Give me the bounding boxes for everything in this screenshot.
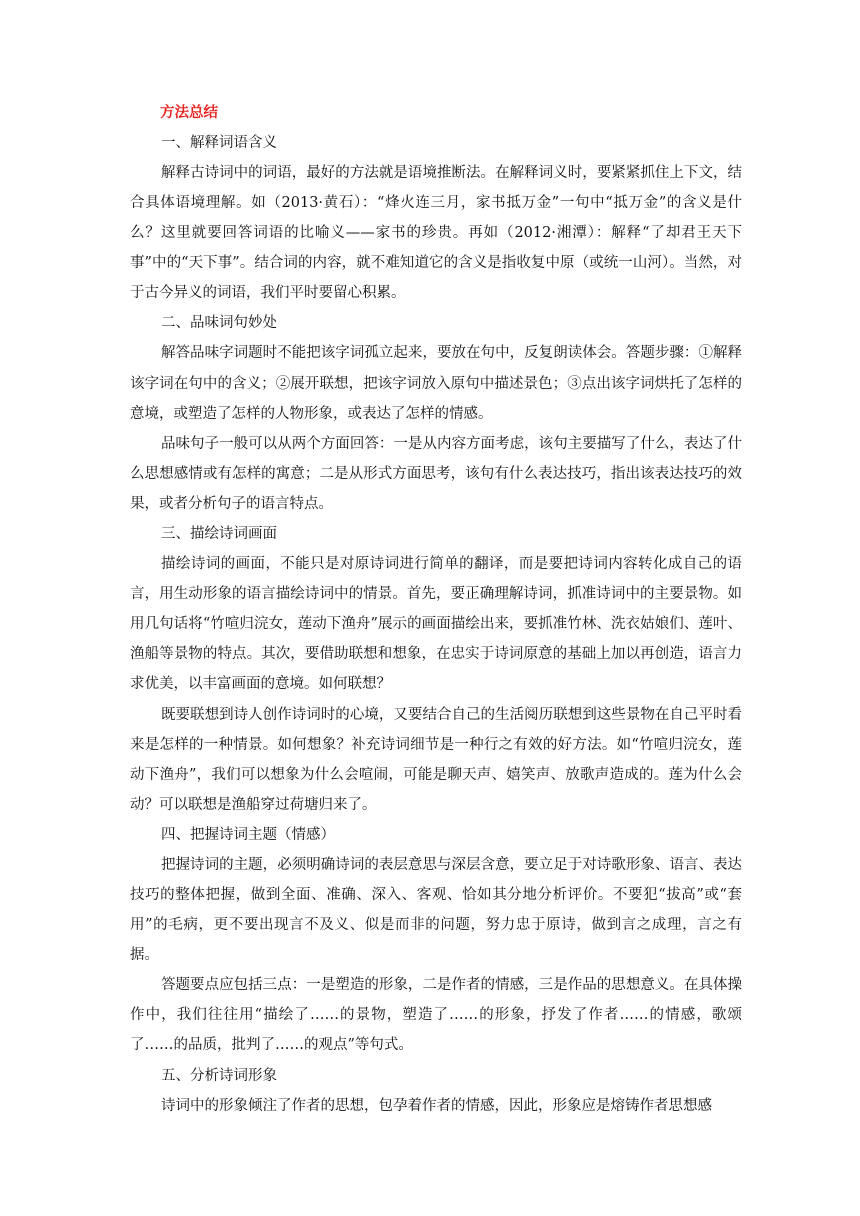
section-3-paragraph-1: 描绘诗词的画面，不能只是对原诗词进行简单的翻译，而是要把诗词内容转化成自己的语言，用生动形象的语言描绘诗词中的情景。首先，要正确理解诗词，抓准诗词中的主要景物。如用几句话将“竹喧归浣女，莲动下渔舟”展示的画面描绘出来，要抓准竹林、洗衣姑娘们、莲叶、渔船等景物的特点。其次，要借助联想和想象，在忠实于诗词原意的基础上加以再创造，语言力求优美，以丰富画面的意境。如何联想？ xyxy=(130,556,742,693)
page-title: 方法总结 xyxy=(160,105,218,121)
section-1-paragraph-1: 解释古诗词中的词语，最好的方法就是语境推断法。在解释词义时，要紧紧抓住上下文，结合具体语境理解。如（2013·黄石）：“烽火连三月，家书抵万金”一句中“抵万金”的含义是什么？这里就要回答词语的比喻义——家书的珍贵。再如（2012·湘潭）：解释“了却君王天下事”中的“天下事”。结合词的内容，就不难知道它的含义是指收复中原（或统一山河）。当然，对于古今异义的词语，我们平时要留心积累。 xyxy=(130,165,742,302)
section-heading-1: 一、解释词语含义 xyxy=(161,135,277,151)
section-3-paragraph-2: 既要联想到诗人创作诗词时的心境，又要结合自己的生活阅历联想到这些景物在自己平时看来是怎样的一种情景。如何想象？补充诗词细节是一种行之有效的好方法。如“竹喧归浣女，莲动下渔舟”，我们可以想象为什么会喧闹，可能是聊天声、嬉笑声、放歌声造成的。莲为什么会动？可以联想是渔船穿过荷塘归来了。 xyxy=(130,706,742,813)
section-5-paragraph-1: 诗词中的形象倾注了作者的思想，包孕着作者的情感，因此，形象应是熔铸作者思想感 xyxy=(161,1097,712,1114)
section-4-paragraph-1: 把握诗词的主题，必须明确诗词的表层意思与深层含意，要立足于对诗歌形象、语言、表达技巧的整体把握，做到全面、准确、深入、客观、恰如其分地分析评价。不要犯“拔高”或“套用”的毛病，更不要出现言不及义、似是而非的问题，努力忠于原诗，做到言之成理，言之有据。 xyxy=(130,856,742,964)
section-2-paragraph-2: 品味句子一般可以从两个方面回答：一是从内容方面考虑，该句主要描写了什么，表达了什么思想感情或有怎样的寓意；二是从形式方面思考，该句有什么表达技巧，指出该表达技巧的效果，或者分析句子的语言特点。 xyxy=(130,435,742,512)
document-page xyxy=(130,98,742,1121)
section-heading-5: 五、分析诗词形象 xyxy=(161,1067,277,1084)
section-4-paragraph-2: 答题要点应包括三点：一是塑造的形象，二是作者的情感，三是作品的思想意义。在具体操作中，我们往往用“描绘了……的景物，塑造了……的形象，抒发了作者……的情感，歌颂了……的品质，批判了……的观点”等句式。 xyxy=(130,977,742,1054)
section-heading-4: 四、把握诗词主题（情感） xyxy=(161,826,335,843)
section-heading-3: 三、描绘诗词画面 xyxy=(161,526,277,543)
section-heading-2: 二、品味词句妙处 xyxy=(161,315,277,332)
section-2-paragraph-1: 解答品味字词题时不能把该字词孤立起来，要放在句中，反复朗读体会。答题步骤：①解释该字词在句中的含义；②展开联想，把该字词放入原句中描述景色；③点出该字词烘托了怎样的意境，或塑造了怎样的人物形象，或表达了怎样的情感。 xyxy=(130,345,742,422)
